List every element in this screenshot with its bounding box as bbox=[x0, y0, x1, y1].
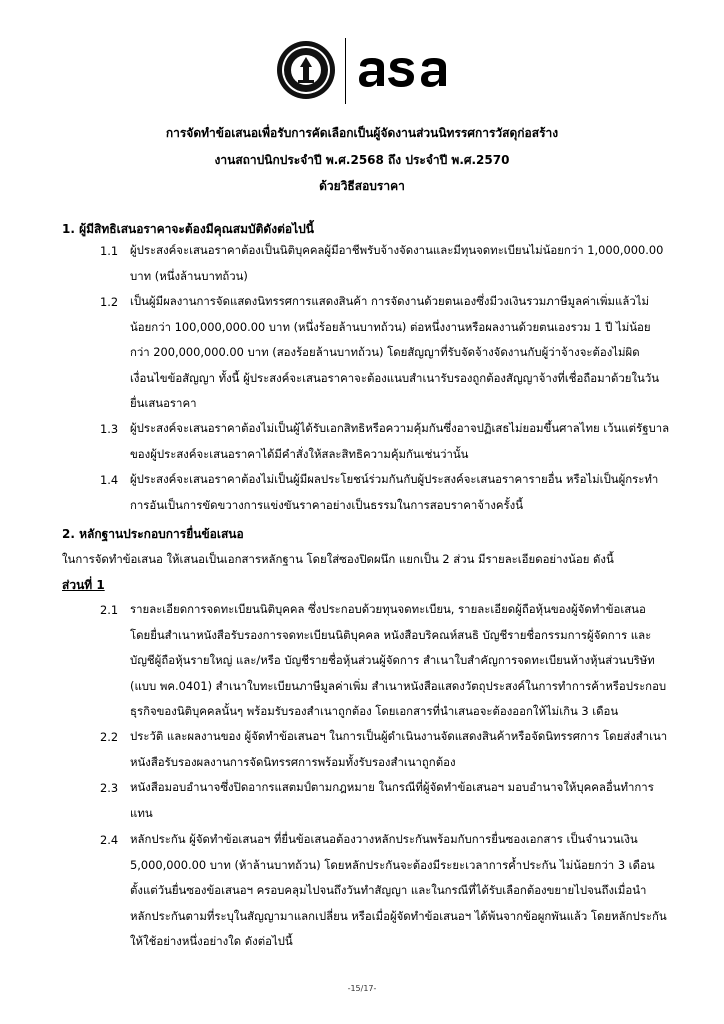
list-item bbox=[100, 422, 680, 467]
list-item bbox=[100, 781, 680, 826]
section-2-intro: ในการจัดทำข้อเสนอ ให้เสนอเป็นเอกสารหลักฐาน โดยใส่ซองปิดผนึก แยกเป็น 2 ส่วน มีรายละเอียดอย่างน้อย ดังนี้ bbox=[62, 552, 614, 566]
item-text-line: หลักประกันตามที่ระบุในสัญญามาแลกเปลี่ยน หรือเมื่อผู้จัดทำข้อเสนอฯ ได้พ้นจากข้อผูกพันแล้ว โดยหลักประกัน bbox=[130, 908, 667, 923]
asa-seal-logo bbox=[276, 40, 336, 100]
item-text-line: น้อยกว่า 100,000,000.00 บาท (หนึ่งร้อยล้านบาทถ้วน) ต่อหนึ่งงานหรือผลงานด้วยตนเองรวม 1 ปี ไม่น้อย bbox=[130, 319, 651, 334]
logo-divider bbox=[345, 38, 346, 104]
section-1-heading: 1. ผู้มีสิทธิเสนอราคาจะต้องมีคุณสมบัติดังต่อไปนี้ bbox=[62, 222, 314, 236]
list-item bbox=[100, 603, 680, 725]
item-text-line: ประวัติ และผลงานของ ผู้จัดทำข้อเสนอฯ ในการเป็นผู้ดำเนินงานจัดแสดงสินค้าหรือจัดนิทรรศการ โดยส่งสำเนา bbox=[130, 729, 668, 743]
item-number: 1.2 bbox=[100, 295, 119, 309]
item-number: 2.4 bbox=[100, 833, 119, 847]
item-text-line: บัญชีผู้ถือหุ้นรายใหญ่ และ/หรือ บัญชีรายชื่อหุ้นส่วนผู้จัดการ สำเนาใบสำคัญการจดทะเบียนห้างหุ้นส่วนบริษัท bbox=[130, 653, 655, 667]
item-text-line: กว่า 200,000,000.00 บาท (สองร้อยล้านบาทถ้วน) โดยสัญญาที่รับจัดจ้างจัดงานกับผู้ว่าจ้างจะต้องไม่ผิด bbox=[130, 345, 640, 359]
section-2-heading: 2. หลักฐานประกอบการยื่นข้อเสนอ bbox=[62, 527, 244, 541]
document-subtitle: งานสถาปนิกประจำปี พ.ศ.2568 ถึง ประจำปี พ.ศ.2570 bbox=[214, 153, 510, 167]
item-text-line: บาท (หนึ่งล้านบาทถ้วน) bbox=[130, 268, 248, 283]
item-text-line: หนังสือรับรองผลงานการจัดนิทรรศการพร้อมทั้งรับรองสำเนาถูกต้อง bbox=[130, 754, 456, 769]
item-text-line: ให้ใช้อย่างหนึ่งอย่างใด ดังต่อไปนี้ bbox=[130, 934, 293, 948]
item-text-line: 5,000,000.00 บาท (ห้าล้านบาทถ้วน) โดยหลักประกันจะต้องมีระยะเวลาการค้ำประกัน ไม่น้อยกว่า 3 เดือน bbox=[130, 857, 655, 872]
item-number: 2.3 bbox=[100, 781, 119, 795]
item-number: 1.4 bbox=[100, 473, 119, 487]
document-title: การจัดทำข้อเสนอเพื่อรับการคัดเลือกเป็นผู้จัดงานส่วนนิทรรศการวัสดุก่อสร้าง bbox=[165, 126, 559, 140]
list-item bbox=[100, 473, 680, 518]
list-item bbox=[100, 244, 680, 289]
item-number: 1.3 bbox=[100, 422, 119, 436]
header-logos bbox=[0, 36, 724, 106]
item-text-line: ผู้ประสงค์จะเสนอราคาต้องเป็นนิติบุคคลผู้มีอาชีพรับจ้างจัดงานและมีทุนจดทะเบียนไม่น้อยกว่า 1,000,000.00 bbox=[130, 243, 664, 257]
item-text-line: เงื่อนไขข้อสัญญา ทั้งนี้ ผู้ประสงค์จะเสนอราคาจะต้องแนบสำเนารับรองถูกต้องสัญญาจ้างที่เชื่อถือมาด้วยในวัน bbox=[130, 370, 659, 385]
item-number: 2.2 bbox=[100, 730, 119, 744]
item-text-line: รายละเอียดการจดทะเบียนนิติบุคคล ซึ่งประกอบด้วยทุนจดทะเบียน, รายละเอียดผู้ถือหุ้นของผู้จัดทำข้อเสนอ bbox=[130, 602, 646, 616]
item-number: 1.1 bbox=[100, 244, 119, 258]
asa-wordmark-logo bbox=[356, 44, 462, 96]
item-number: 2.1 bbox=[100, 603, 119, 617]
item-text-line: แทน bbox=[130, 805, 153, 820]
item-text-line: ผู้ประสงค์จะเสนอราคาต้องไม่เป็นผู้ได้รับเอกสิทธิหรือความคุ้มกันซึ่งอาจปฏิเสธไม่ยอมขึ้นศาลไทย เว้นแต่รัฐบาล bbox=[130, 421, 670, 435]
list-item bbox=[100, 833, 680, 955]
item-text-line: หนังสือมอบอำนาจซึ่งปิดอากรแสตมป์ตามกฎหมาย ในกรณีที่ผู้จัดทำข้อเสนอฯ มอบอำนาจให้บุคคลอื่นทำการ bbox=[130, 780, 654, 794]
list-item bbox=[100, 295, 680, 417]
item-text-line: โดยยื่นสำเนาหนังสือรับรองการจดทะเบียนนิติบุคคล หนังสือบริคณห์สนธิ บัญชีรายชื่อกรรมการผู้จัดการ และ bbox=[130, 627, 652, 642]
item-text-line: ธุรกิจของนิติบุคคลนั้นๆ พร้อมรับรองสำเนาถูกต้อง โดยเอกสารที่นำเสนอจะต้องออกให้ไม่เกิน 3 เดือน bbox=[130, 704, 619, 718]
document-method: ด้วยวิธีสอบราคา bbox=[319, 179, 405, 193]
item-text-line: (แบบ พค.0401) สำเนาใบทะเบียนภาษีมูลค่าเพิ่ม สำเนาหนังสือแสดงวัตถุประสงค์ในการทำการค้าหรือประกอบ bbox=[130, 678, 667, 693]
item-text-line: การอันเป็นการขัดขวางการแข่งขันราคาอย่างเป็นธรรมในการสอบราคาจ้างครั้งนี้ bbox=[130, 497, 523, 512]
page-number: -15/17- bbox=[347, 984, 377, 993]
item-text-line: เป็นผู้มีผลงานการจัดแสดงนิทรรศการแสดงสินค้า การจัดงานด้วยตนเองซึ่งมีวงเงินรวมภาษีมูลค่าเพิ่มแล้วไม่ bbox=[130, 294, 650, 308]
item-text-line: ของผู้ประสงค์จะเสนอราคาได้มีคำสั่งให้สละสิทธิความคุ้มกันเช่นว่านั้น bbox=[130, 446, 469, 461]
item-text-line: ตั้งแต่วันยื่นซองข้อเสนอฯ ครอบคลุมไปจนถึงวันทำสัญญา และในกรณีที่ได้รับเลือกต้องขยายไปจนถึงเมื่อนำ bbox=[130, 883, 647, 897]
item-text-line: ยื่นเสนอราคา bbox=[130, 396, 197, 410]
part-label: ส่วนที่ 1 bbox=[62, 578, 105, 592]
item-text-line: ผู้ประสงค์จะเสนอราคาต้องไม่เป็นผู้มีผลประโยชน์ร่วมกันกับผู้ประสงค์จะเสนอราคารายอื่น หรือไม่เป็นผู้กระทำ bbox=[130, 472, 659, 486]
list-item bbox=[100, 730, 680, 775]
item-text-line: หลักประกัน ผู้จัดทำข้อเสนอฯ ที่ยื่นข้อเสนอต้องวางหลักประกันพร้อมกับการยื่นซองเอกสาร เป็นจำนวนเงิน bbox=[130, 832, 638, 846]
